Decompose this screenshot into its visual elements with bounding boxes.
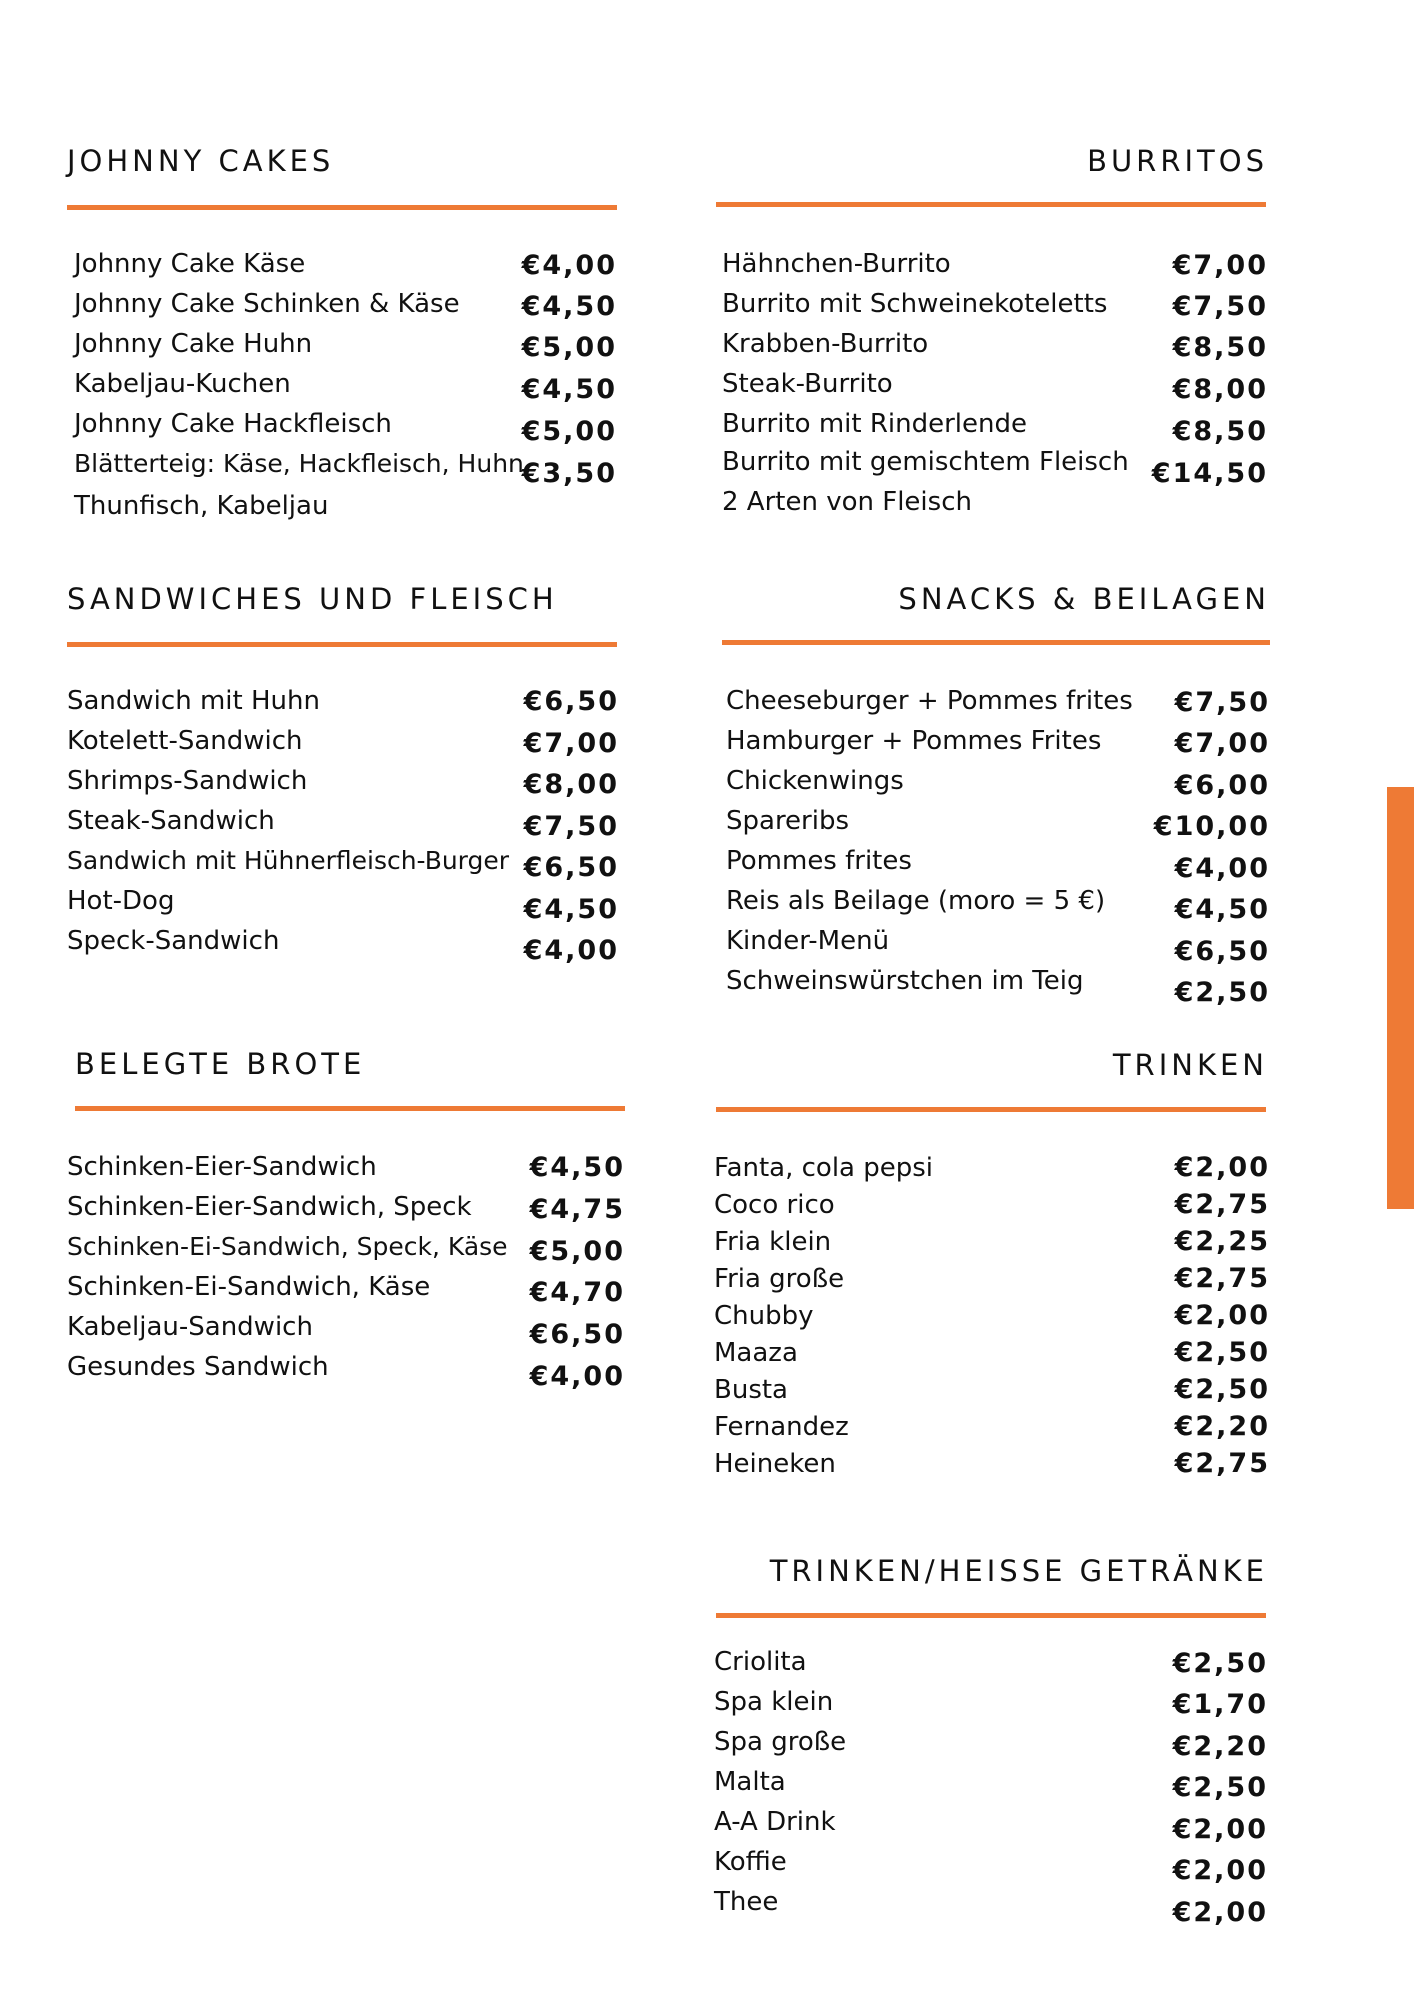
menu-item-name: Busta bbox=[714, 1375, 788, 1405]
menu-item-name: Speck-Sandwich bbox=[67, 926, 280, 956]
menu-item-price: €7,00 bbox=[1174, 728, 1270, 759]
menu-item-name: Kinder-Menü bbox=[726, 926, 890, 956]
menu-item-price: €4,00 bbox=[1174, 853, 1270, 884]
menu-item-price: €7,50 bbox=[1172, 291, 1268, 322]
menu-item-price: €4,50 bbox=[521, 291, 617, 322]
menu-item-price: €4,50 bbox=[521, 374, 617, 405]
menu-item-name: Kotelett-Sandwich bbox=[67, 726, 303, 756]
section-title: BELEGTE BROTE bbox=[75, 1047, 366, 1081]
section-trinken bbox=[714, 1048, 1270, 1491]
menu-item-name: Pommes frites bbox=[726, 846, 912, 876]
menu-item-price: €6,50 bbox=[523, 852, 619, 883]
menu-item-name: Spareribs bbox=[726, 806, 850, 836]
section-snacks bbox=[720, 582, 1270, 1008]
menu-item-name: Burrito mit Schweinekoteletts bbox=[722, 289, 1108, 319]
section-divider bbox=[67, 205, 617, 210]
menu-item-name: Chubby bbox=[714, 1301, 814, 1331]
accent-side-bar bbox=[1387, 787, 1414, 1209]
menu-item-name: Johnny Cake Schinken & Käse bbox=[74, 289, 460, 319]
menu-item-price: €2,00 bbox=[1172, 1897, 1268, 1928]
menu-item-price: €2,75 bbox=[1174, 1448, 1270, 1479]
menu-item-name: Schweinswürstchen im Teig bbox=[726, 966, 1084, 996]
menu-item-price: €8,50 bbox=[1172, 416, 1268, 447]
menu-item-price: €5,00 bbox=[521, 332, 617, 363]
section-divider bbox=[75, 1106, 625, 1111]
menu-item-price: €2,50 bbox=[1172, 1648, 1268, 1679]
section-title: BURRITOS bbox=[1087, 144, 1268, 178]
section-title: JOHNNY CAKES bbox=[67, 144, 335, 178]
menu-item-name: Hamburger + Pommes Frites bbox=[726, 726, 1102, 756]
menu-item-price: €8,00 bbox=[1172, 374, 1268, 405]
section-divider bbox=[722, 640, 1270, 645]
menu-item-name: Burrito mit gemischtem Fleisch bbox=[722, 447, 1129, 477]
section-divider bbox=[716, 202, 1266, 207]
menu-item-name: Coco rico bbox=[714, 1190, 835, 1220]
section-divider bbox=[67, 642, 617, 647]
menu-item-price: €6,50 bbox=[1174, 936, 1270, 967]
menu-item-price: €4,50 bbox=[523, 894, 619, 925]
section-title: SANDWICHES UND FLEISCH bbox=[67, 582, 558, 616]
section-title: TRINKEN/HEISSE GETRÄNKE bbox=[769, 1554, 1268, 1588]
menu-item-name: Johnny Cake Hackfleisch bbox=[74, 409, 392, 439]
menu-item-price: €4,50 bbox=[1174, 894, 1270, 925]
section-divider bbox=[716, 1613, 1266, 1618]
menu-item-name: Sandwich mit Hühnerfleisch-Burger bbox=[67, 846, 510, 875]
menu-item-price: €7,00 bbox=[1172, 250, 1268, 281]
menu-item-name: Johnny Cake Käse bbox=[74, 249, 306, 279]
menu-item-price: €6,50 bbox=[523, 686, 619, 717]
menu-item-name: Schinken-Ei-Sandwich, Käse bbox=[67, 1272, 431, 1302]
menu-item-name: Shrimps-Sandwich bbox=[67, 766, 308, 796]
menu-item-price: €1,70 bbox=[1172, 1689, 1268, 1720]
menu-item-name: Schinken-Ei-Sandwich, Speck, Käse bbox=[67, 1232, 508, 1261]
menu-item-name: Krabben-Burrito bbox=[722, 329, 929, 359]
menu-item-price: €2,50 bbox=[1174, 977, 1270, 1008]
menu-item-name: Heineken bbox=[714, 1449, 836, 1479]
menu-item-name: Cheeseburger + Pommes frites bbox=[726, 686, 1133, 716]
menu-item-subtitle: Thunfisch, Kabeljau bbox=[74, 491, 329, 521]
menu-item-price: €5,00 bbox=[529, 1236, 625, 1267]
menu-item-name: Thee bbox=[714, 1887, 779, 1917]
menu-item-price: €14,50 bbox=[1151, 458, 1268, 489]
menu-item-price: €2,20 bbox=[1174, 1411, 1270, 1442]
menu-item-name: Schinken-Eier-Sandwich, Speck bbox=[67, 1192, 472, 1222]
menu-item-name: Reis als Beilage (moro = 5 €) bbox=[726, 886, 1106, 916]
menu-item-name: Hot-Dog bbox=[67, 886, 175, 916]
menu-item-price: €2,50 bbox=[1174, 1374, 1270, 1405]
menu-item-price: €2,00 bbox=[1172, 1814, 1268, 1845]
menu-item-name: Spa große bbox=[714, 1727, 847, 1757]
menu-item-price: €2,20 bbox=[1172, 1731, 1268, 1762]
menu-item-price: €10,00 bbox=[1153, 811, 1270, 842]
menu-item-name: Burrito mit Rinderlende bbox=[722, 409, 1027, 439]
menu-item-name: Maaza bbox=[714, 1338, 798, 1368]
section-belegte-brote bbox=[67, 1047, 625, 1400]
menu-item-subtitle: 2 Arten von Fleisch bbox=[722, 487, 972, 517]
section-title: SNACKS & BEILAGEN bbox=[898, 582, 1270, 616]
menu-item-name: Koffie bbox=[714, 1847, 787, 1877]
menu-item-name: Schinken-Eier-Sandwich bbox=[67, 1152, 377, 1182]
menu-item-name: Fernandez bbox=[714, 1412, 849, 1442]
section-title: TRINKEN bbox=[1112, 1048, 1268, 1082]
menu-item-price: €4,00 bbox=[529, 1361, 625, 1392]
menu-item-name: Fria große bbox=[714, 1264, 845, 1294]
menu-item-name: Johnny Cake Huhn bbox=[74, 329, 313, 359]
menu-item-price: €4,70 bbox=[529, 1277, 625, 1308]
menu-item-price: €5,00 bbox=[521, 416, 617, 447]
menu-item-name: Fanta, cola pepsi bbox=[714, 1153, 934, 1183]
menu-item-price: €2,50 bbox=[1174, 1337, 1270, 1368]
menu-item-price: €6,00 bbox=[1174, 770, 1270, 801]
menu-item-price: €7,50 bbox=[1174, 687, 1270, 718]
menu-item-price: €4,50 bbox=[529, 1152, 625, 1183]
menu-item-price: €2,00 bbox=[1174, 1300, 1270, 1331]
menu-item-price: €4,75 bbox=[529, 1194, 625, 1225]
menu-item-name: Blätterteig: Käse, Hackfleisch, Huhn, bbox=[74, 449, 532, 478]
menu-item-name: Criolita bbox=[714, 1647, 807, 1677]
section-burritos bbox=[714, 144, 1268, 527]
menu-item-price: €2,50 bbox=[1172, 1772, 1268, 1803]
section-divider bbox=[716, 1107, 1266, 1112]
menu-item-price: €2,75 bbox=[1174, 1189, 1270, 1220]
menu-item-price: €8,00 bbox=[523, 769, 619, 800]
menu-item-price: €2,00 bbox=[1174, 1152, 1270, 1183]
menu-item-name: Gesundes Sandwich bbox=[67, 1352, 329, 1382]
menu-item-name: Steak-Sandwich bbox=[67, 806, 275, 836]
menu-item-price: €2,25 bbox=[1174, 1226, 1270, 1257]
menu-item-name: Steak-Burrito bbox=[722, 369, 893, 399]
menu-item-price: €4,00 bbox=[523, 935, 619, 966]
menu-item-price: €7,50 bbox=[523, 811, 619, 842]
menu-item-name: Kabeljau-Sandwich bbox=[67, 1312, 313, 1342]
section-sandwiches bbox=[67, 582, 619, 966]
menu-item-name: Spa klein bbox=[714, 1687, 834, 1717]
menu-item-name: Malta bbox=[714, 1767, 786, 1797]
menu-item-name: A-A Drink bbox=[714, 1807, 836, 1837]
menu-item-name: Chickenwings bbox=[726, 766, 904, 796]
menu-item-price: €2,00 bbox=[1172, 1855, 1268, 1886]
menu-item-price: €3,50 bbox=[521, 458, 617, 489]
menu-item-price: €7,00 bbox=[523, 728, 619, 759]
menu-item-price: €8,50 bbox=[1172, 332, 1268, 363]
menu-item-name: Kabeljau-Kuchen bbox=[74, 369, 291, 399]
menu-item-name: Sandwich mit Huhn bbox=[67, 686, 320, 716]
menu-item-name: Hähnchen-Burrito bbox=[722, 249, 951, 279]
menu-item-price: €4,00 bbox=[521, 250, 617, 281]
menu-item-price: €6,50 bbox=[529, 1319, 625, 1350]
menu-item-price: €2,75 bbox=[1174, 1263, 1270, 1294]
menu-item-name: Fria klein bbox=[714, 1227, 832, 1257]
section-johnny-cakes bbox=[67, 144, 617, 527]
section-heisse-getraenke bbox=[714, 1554, 1270, 1937]
